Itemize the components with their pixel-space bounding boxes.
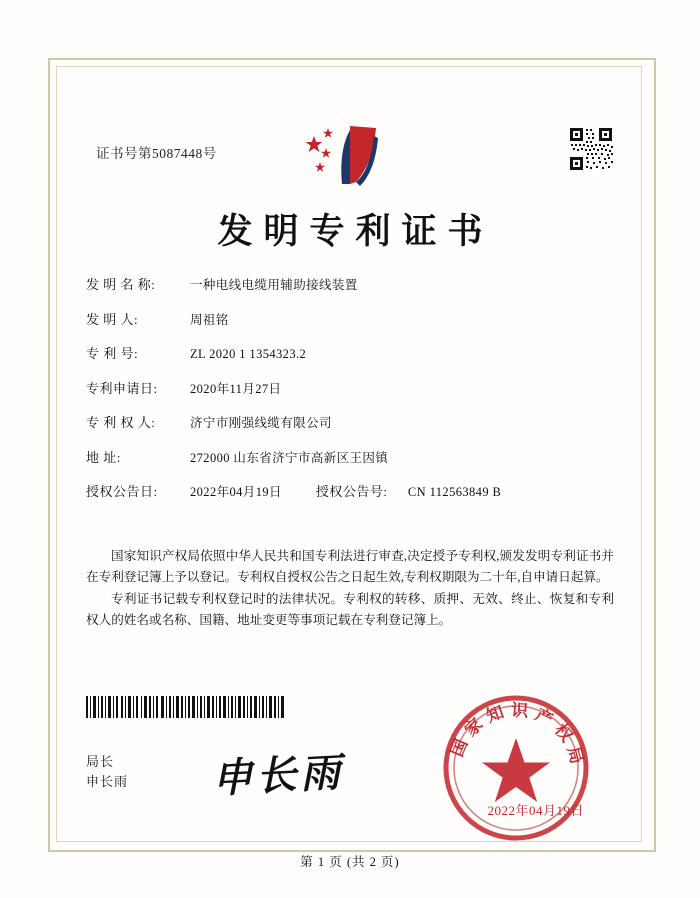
director-name: 申长雨 xyxy=(86,774,129,789)
field-value: 周祖铭 xyxy=(190,312,229,327)
page-title: 发明专利证书 xyxy=(217,211,494,252)
patent-office-emblem-icon xyxy=(290,122,410,194)
field-grant-announcement xyxy=(86,481,626,500)
page-footer: 第 1 页 (共 2 页) xyxy=(300,855,400,869)
field-patentee xyxy=(86,412,626,431)
grant-number-segment xyxy=(316,481,501,500)
director-label: 局长 xyxy=(86,754,115,769)
field-value: 济宁市刚强线缆有限公司 xyxy=(190,416,332,430)
field-label: 地 址: xyxy=(86,449,121,465)
certificate-content xyxy=(72,84,628,869)
qr-code-icon xyxy=(568,126,614,172)
field-application-date xyxy=(86,378,626,397)
field-value: 一种电线电缆用辅助接线装置 xyxy=(190,278,358,292)
field-value: 2020年11月27日 xyxy=(190,381,282,396)
field-label: 专利申请日: xyxy=(86,380,158,396)
field-label-grant-date: 授权公告日: xyxy=(86,484,158,499)
patent-fields xyxy=(86,274,626,516)
field-label: 发 明 人: xyxy=(86,311,139,327)
field-value-grant-number: CN 112563849 B xyxy=(407,485,502,499)
handwritten-signature: 申长雨 xyxy=(211,748,346,803)
legal-paragraph-2: 专利证书记载专利权登记时的法律状况。专利权的转移、质押、无效、终止、恢复和专利权人的姓名或名称、国籍、地址变更等事项记载在专利登记簿上。 xyxy=(86,592,614,627)
field-address xyxy=(86,447,626,466)
legal-text-block xyxy=(86,546,614,632)
field-label-grant-number: 授权公告号: xyxy=(315,484,388,499)
svg-text:国 家 知 识 产 权 局: 国 家 知 识 产 权 局 xyxy=(447,700,587,767)
signature-labels xyxy=(86,752,128,792)
field-label: 专 利 号: xyxy=(86,346,139,361)
field-value: 272000 山东省济宁市高新区王因镇 xyxy=(190,450,389,465)
field-invention-name xyxy=(86,274,626,293)
field-patent-number xyxy=(86,343,626,362)
field-label: 专 利 权 人: xyxy=(86,415,156,430)
seal-date: 2022年04月19日 xyxy=(487,803,584,818)
field-inventor xyxy=(86,309,626,328)
official-seal-icon xyxy=(440,692,592,844)
field-label: 发 明 名 称: xyxy=(86,277,156,292)
legal-paragraph-1: 国家知识产权局依照中华人民共和国专利法进行审查,决定授予专利权,颁发发明专利证书并在专利登记簿上予以登记。专利权自授权公告之日起生效,专利权期限为二十年,自申请日起算。 xyxy=(86,549,614,584)
certificate-number: 证书号第5087448号 xyxy=(96,146,217,161)
field-value: ZL 2020 1 1354323.2 xyxy=(190,347,307,361)
barcode-icon xyxy=(86,696,286,718)
field-value-grant-date: 2022年04月19日 xyxy=(190,485,282,499)
